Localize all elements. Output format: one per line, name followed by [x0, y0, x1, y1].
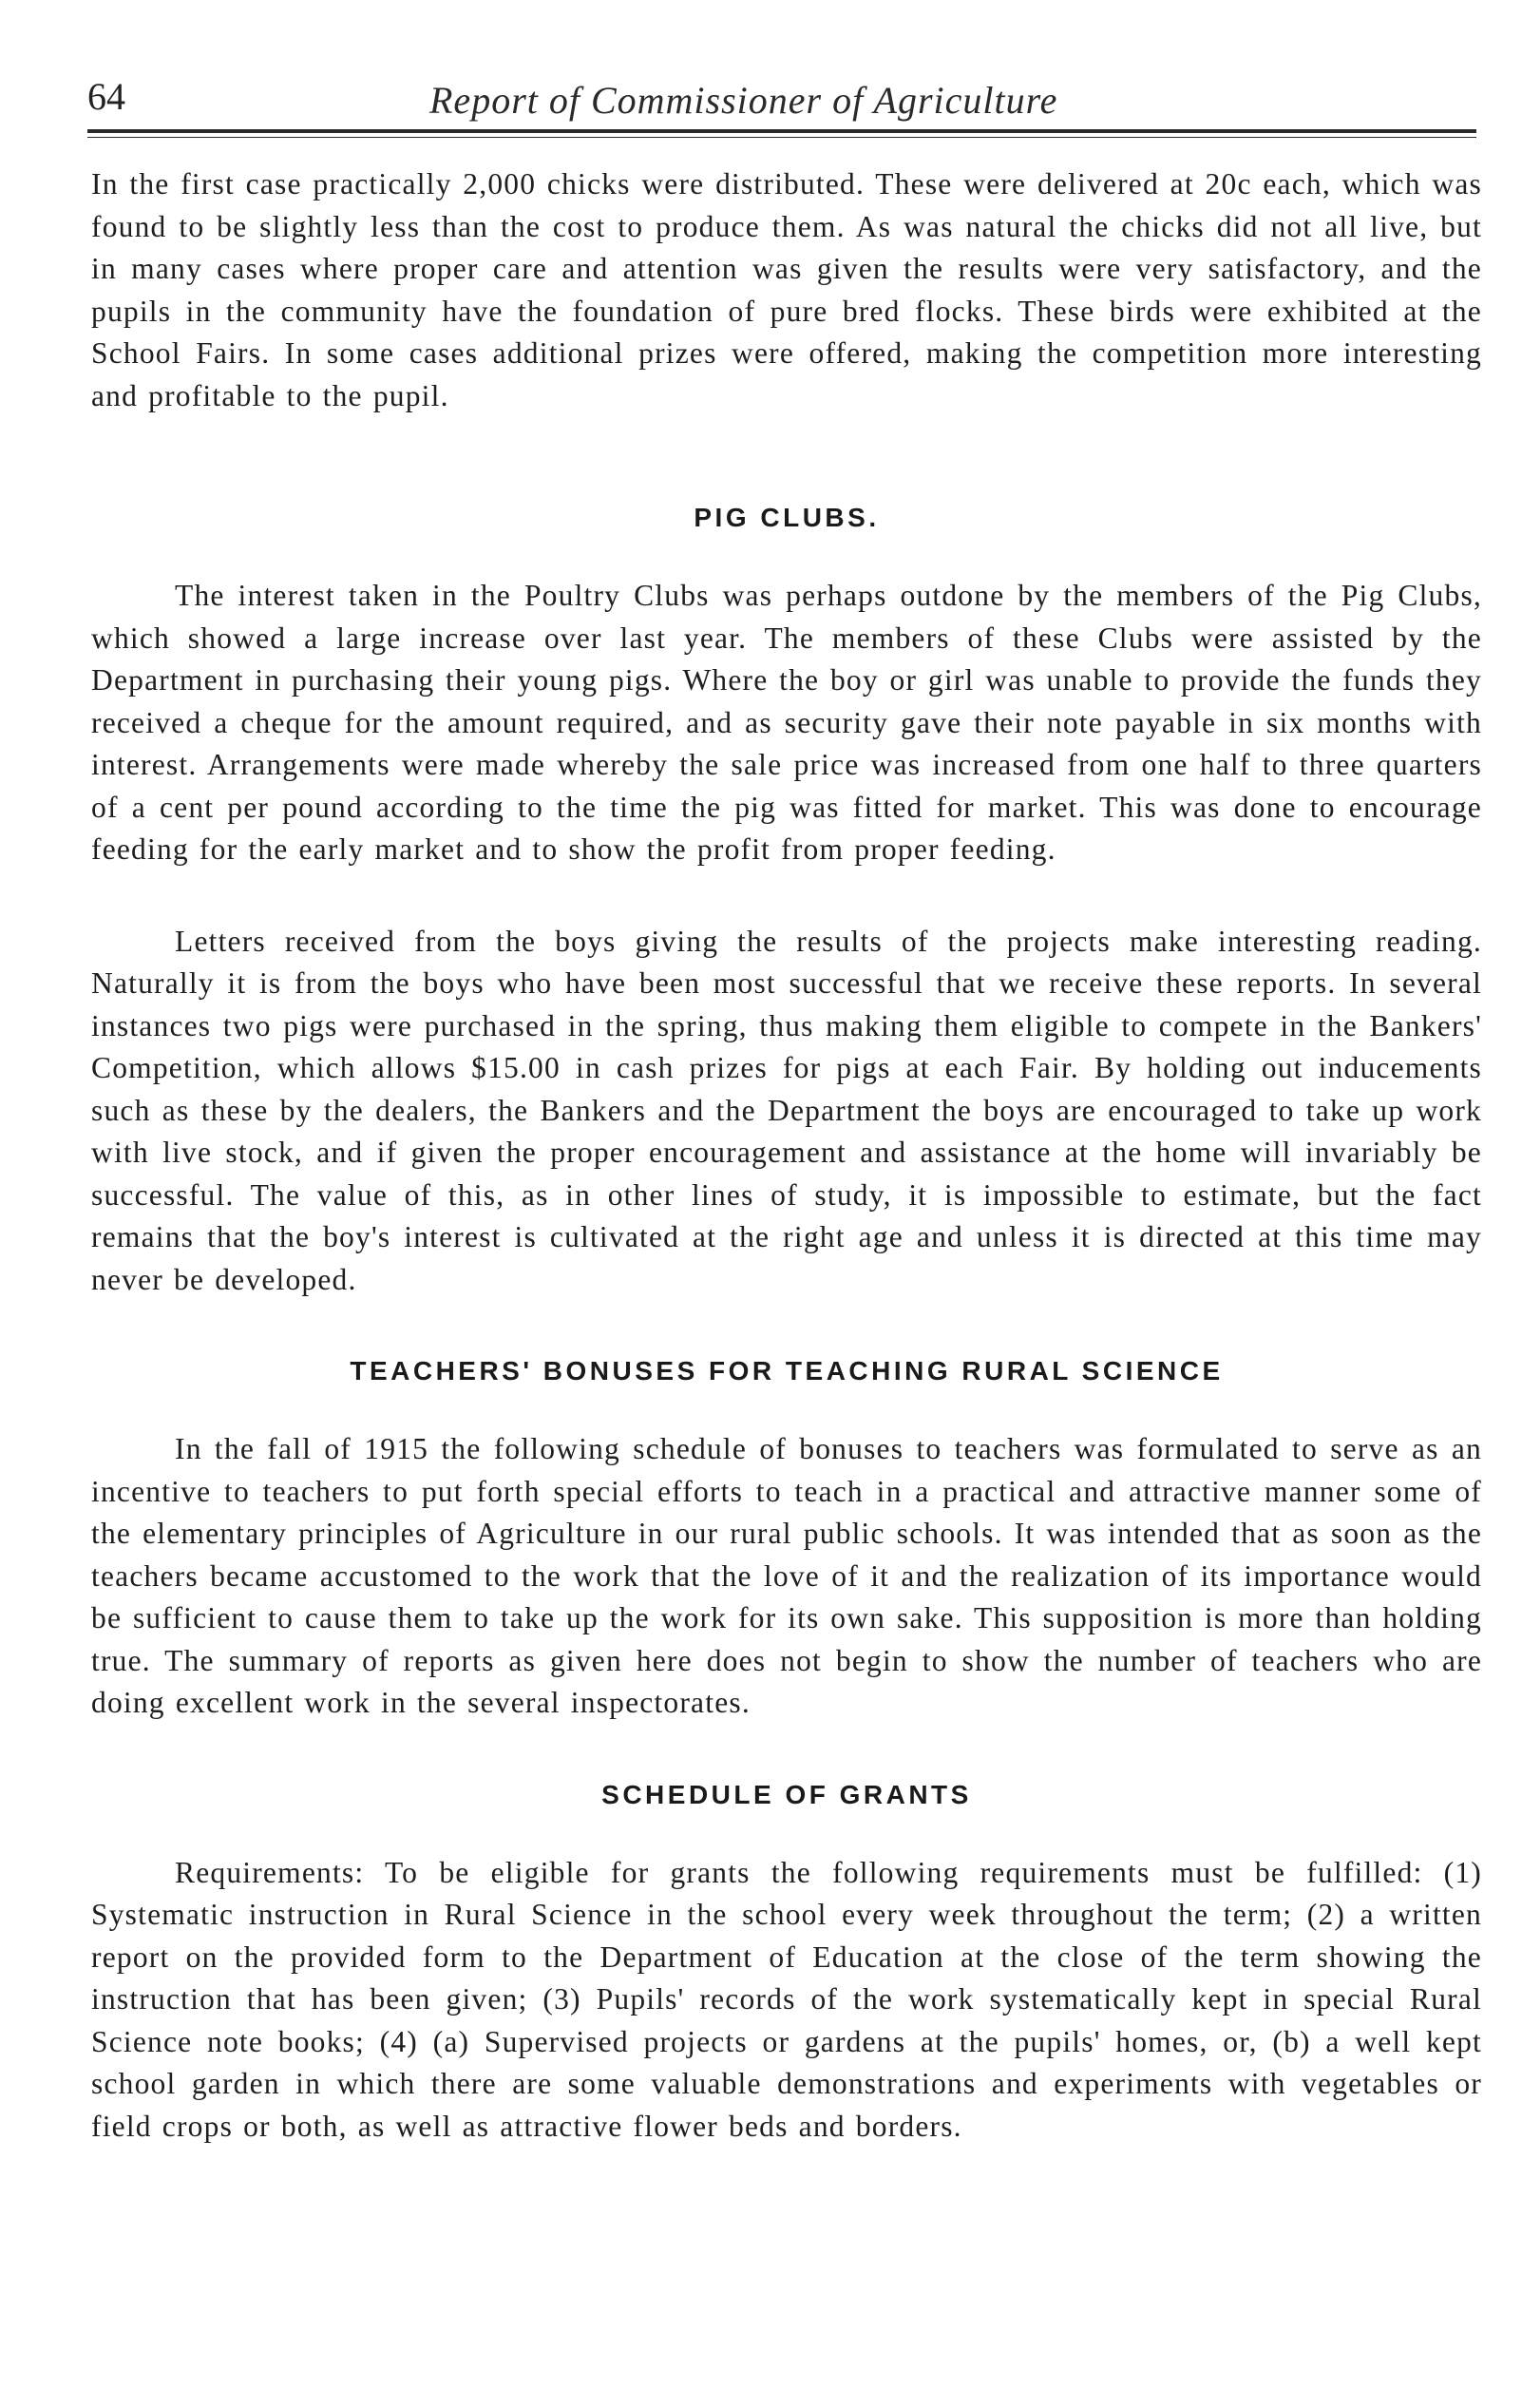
paragraph-pig-clubs-2: Letters received from the boys giving the results of the projects make interesting reading. Naturally it is from the boys who have been most successful that we receive these reports. In several instances two pigs were purchased in the spring, thus making them eligible to compete in the Bankers' Competition, which allows $15.00 in cash prizes for pigs at each Fair. By holding out inducements such as these by the dealers, the Bankers and the Department the boys are encouraged to take up work with live stock, and if given the proper encouragement and assistance at the home will invariably be successful. The value of this, as in other lines of study, it is impossible to estimate, but the fact remains that the boy's interest is cultivated at the right age and unless it is directed at this time may never be developed.	[91, 924, 1482, 1296]
page-body	[91, 163, 1482, 2148]
heading-schedule-of-grants: SCHEDULE OF GRANTS	[601, 1779, 972, 1809]
page-header	[87, 74, 1476, 143]
heading-teachers-bonuses: TEACHERS' BONUSES FOR TEACHING RURAL SCIENCE	[350, 1356, 1224, 1386]
paragraph-pig-clubs-1: The interest taken in the Poultry Clubs was perhaps outdone by the members of the Pig Clubs, which showed a large increase over last year. The members of these Clubs were assisted by the Department in purchasing their young pigs. Where the boy or girl was unable to provide the funds they received a cheque for the amount required, and as security gave their note payable in six months with interest. Arrangements were made whereby the sale price was increased from one half to three quarters of a cent per pound according to the time the pig was fitted for market. This was done to encourage feeding for the early market and to show the profit from proper feeding.	[91, 579, 1482, 866]
page-number: 64	[87, 75, 125, 118]
heading-pig-clubs: PIG CLUBS.	[694, 503, 880, 532]
header-rule-thick	[87, 129, 1476, 133]
paragraph-poultry-continued: In the first case practically 2,000 chicks were distributed. These were delivered at 20c each, which was found to be slightly less than the cost to produce them. As was natural the chicks did not all live, but in many cases where proper care and attention was given the results were very satisfactory, and the pupils in the community have the foundation of pure bred flocks. These birds were exhibited at the School Fairs. In some cases additional prizes were offered, making the competition more interesting and profitable to the pupil.	[91, 167, 1482, 412]
running-title: Report of Commissioner of Agriculture	[429, 79, 1058, 122]
header-rule-thin	[87, 137, 1476, 138]
paragraph-requirements: Requirements: To be eligible for grants the following requirements must be fulfilled: (1) Systematic instruction in Rural Science in the school every week throughout the term; (2) a written report on the provided form to the Department of Education at the close of the term showing the instruction that has been given; (3) Pupils' records of the work systematically kept in special Rural Science note books; (4) (a) Supervised projects or gardens at the pupils' homes, or, (b) a well kept school garden in which there are some valuable demonstrations and experiments with vegetables or field crops or both, as well as attractive flower beds and borders.	[91, 1855, 1482, 2143]
paragraph-teachers-bonuses: In the fall of 1915 the following schedule of bonuses to teachers was formulated to serve as an incentive to teachers to put forth special efforts to teach in a practical and attractive manner some of the elementary principles of Agriculture in our rural public schools. It was intended that as soon as the teachers became accustomed to the work that the love of it and the realization of its importance would be sufficient to cause them to take up the work for its own sake. This supposition is more than holding true. The summary of reports as given here does not begin to show the number of teachers who are doing excellent work in the several inspectorates.	[91, 1432, 1482, 1719]
